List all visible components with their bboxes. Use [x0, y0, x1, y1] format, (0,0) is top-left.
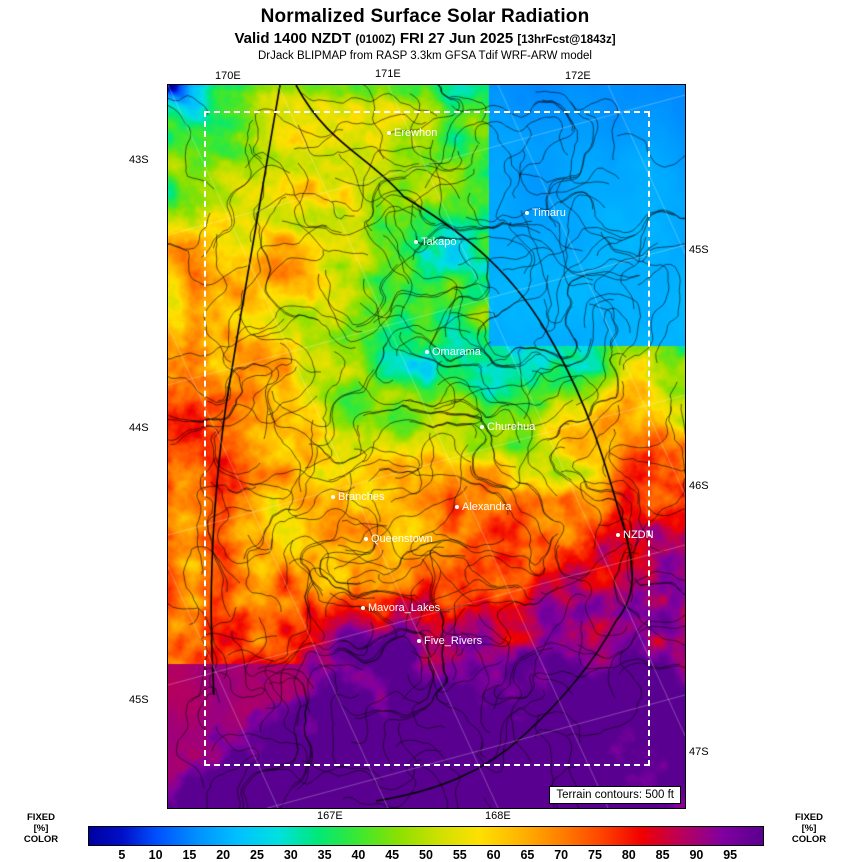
map-place-label	[417, 635, 482, 647]
colorbar-tick: 55	[452, 848, 467, 862]
place-name: Alexandra	[462, 501, 512, 513]
place-name: Churehua	[487, 421, 536, 433]
place-marker-dot	[417, 639, 421, 643]
valid-time-utc: (0100Z)	[355, 34, 396, 46]
map-place-label	[425, 346, 481, 358]
solar-radiation-raster	[168, 85, 685, 808]
colorbar-tick: 15	[182, 848, 197, 862]
terrain-contour-legend: Terrain contours: 500 ft	[549, 786, 681, 804]
colorbar-tick: 40	[351, 848, 366, 862]
forecast-tag: [13hrFcst@1843z]	[517, 34, 616, 46]
colorbar-left-line1: FIXED	[27, 812, 55, 823]
colorbar-tick: 80	[621, 848, 636, 862]
place-name: NZDN	[623, 529, 654, 541]
map-place-label	[331, 491, 384, 503]
valid-time-line	[0, 30, 850, 47]
map-place-label	[387, 127, 437, 139]
colorbar-tick: 10	[148, 848, 163, 862]
valid-time: Valid 1400 NZDT	[234, 30, 352, 47]
place-marker-dot	[525, 211, 529, 215]
colorbar-left-line3: COLOR	[23, 834, 59, 845]
longitude-label: 171E	[375, 68, 401, 80]
map-place-label	[455, 501, 512, 513]
colorbar-tick: 65	[520, 848, 535, 862]
map-place-label	[525, 207, 566, 219]
model-line: DrJack BLIPMAP from RASP 3.3km GFSA Tdif WRF-ARW model	[257, 50, 592, 62]
place-marker-dot	[331, 495, 335, 499]
colorbar-tick: 90	[689, 848, 704, 862]
place-name: Queenstown	[371, 533, 433, 545]
place-marker-dot	[414, 240, 418, 244]
place-marker-dot	[616, 533, 620, 537]
place-name: Branches	[338, 491, 385, 503]
colorbar-tick: 35	[317, 848, 332, 862]
colorbar-right-line2: [%]	[801, 823, 817, 834]
longitude-label: 168E	[485, 810, 511, 822]
map-place-label	[414, 236, 456, 248]
colorbar-left-caption	[18, 812, 64, 845]
place-name: Timaru	[532, 207, 566, 219]
longitude-label: 170E	[215, 70, 241, 82]
map-place-label	[364, 533, 433, 545]
place-name: Five_Rivers	[424, 635, 483, 647]
map-place-label	[361, 602, 440, 614]
latitude-label: 46S	[689, 480, 709, 492]
colorbar-gradient	[88, 826, 764, 846]
latitude-label: 45S	[129, 694, 149, 706]
place-marker-dot	[455, 505, 459, 509]
valid-date: FRI 27 Jun 2025	[399, 30, 514, 47]
colorbar-tick: 20	[216, 848, 231, 862]
place-marker-dot	[387, 131, 391, 135]
longitude-label: 172E	[565, 70, 591, 82]
colorbar-tick: 60	[486, 848, 501, 862]
colorbar-right-line3: COLOR	[791, 834, 827, 845]
latitude-label: 45S	[689, 244, 709, 256]
colorbar-tick: 75	[588, 848, 602, 862]
colorbar-tick: 25	[250, 848, 264, 862]
place-name: Mavora_Lakes	[368, 602, 441, 614]
place-marker-dot	[480, 425, 484, 429]
place-marker-dot	[361, 606, 365, 610]
colorbar-tick: 45	[385, 848, 400, 862]
place-marker-dot	[425, 350, 429, 354]
place-name: Omarama	[432, 346, 481, 358]
colorbar-tick: 5	[118, 848, 126, 862]
place-name: Erewhon	[394, 127, 438, 139]
map-panel[interactable]	[167, 84, 686, 809]
map-place-label	[616, 529, 654, 541]
colorbar-tick: 95	[723, 848, 738, 862]
colorbar-right-line1: FIXED	[795, 812, 823, 823]
colorbar-tick: 70	[554, 848, 569, 862]
colorbar-tick: 85	[655, 848, 670, 862]
colorbar-panel	[0, 812, 850, 860]
place-marker-dot	[364, 537, 368, 541]
longitude-label: 167E	[317, 810, 343, 822]
latitude-label: 47S	[689, 746, 709, 758]
latitude-label: 43S	[129, 154, 149, 166]
colorbar-left-line2: [%]	[33, 823, 49, 834]
colorbar-tick: 30	[283, 848, 298, 862]
map-place-label	[480, 421, 535, 433]
colorbar-right-caption	[786, 812, 832, 845]
latitude-label: 44S	[129, 422, 149, 434]
colorbar-tick: 50	[419, 848, 433, 862]
page-title: Normalized Surface Solar Radiation	[260, 6, 590, 27]
place-name: Takapo	[421, 236, 457, 248]
